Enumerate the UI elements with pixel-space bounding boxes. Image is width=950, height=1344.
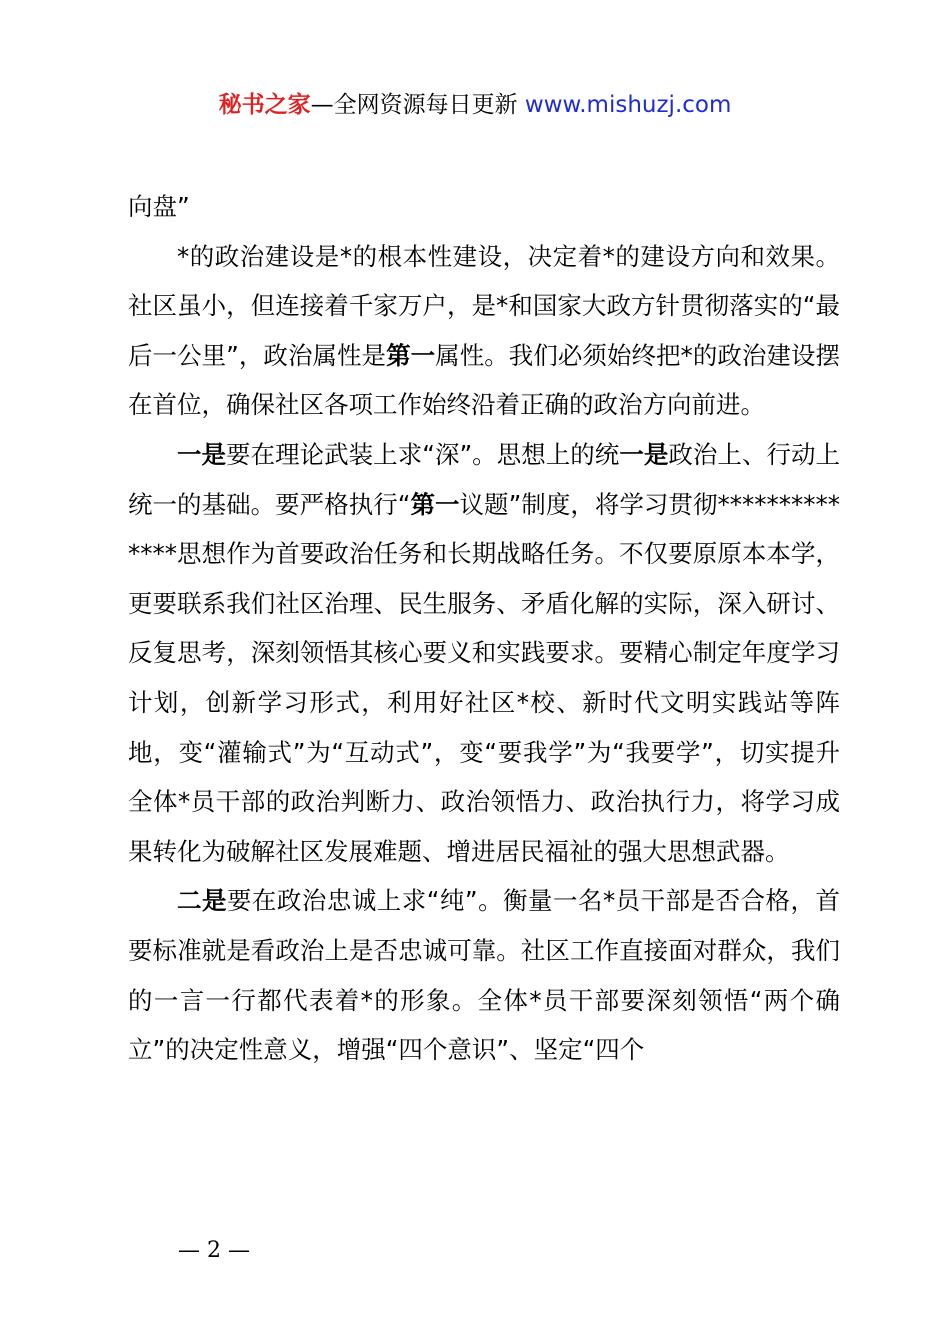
document-body — [128, 182, 840, 1075]
paragraph-text: 属性。我们必须始终把*的政治建设摆在首位，确保社区各项工作始终沿着正确的政治方向前进。 — [128, 340, 840, 420]
bold-phrase: 二是 — [177, 886, 227, 916]
site-header — [0, 90, 950, 120]
bold-phrase: 一是 — [177, 439, 227, 469]
body-paragraph — [128, 876, 840, 1074]
page-number: — 2 — — [178, 1238, 250, 1263]
brand-name: 秘书之家 — [218, 92, 311, 118]
paragraph-text: 议题”制度，将学习贯彻**************思想作为首要政治任务和长期战略任务。不仅要原原本本学，更要联系我们社区治理、民生服务、矛盾化解的实际，深入研讨、反复思考，深刻领悟其核心要义和实践要求。要精心制定年度学习计划，创新学习形式，利用好社区*校、新时代文明实践站等阵地，变“灌输式”为“互动式”，变“要我学”为“我要学”，切实提升全体*员干部的政治判断力、政治领悟力、政治执行力，将学习成果转化为破解社区发展难题、增进居民福祉的强大思想武器。 — [128, 489, 840, 866]
paragraph-text: 政治上、行动上统一的基础。要严格执行“ — [128, 439, 841, 519]
bold-phrase: 一是 — [619, 439, 669, 469]
bold-phrase: 第一 — [386, 340, 436, 370]
body-paragraph — [128, 232, 840, 430]
body-paragraph — [128, 430, 840, 876]
site-url-link[interactable]: www.mishuzj.com — [524, 92, 732, 118]
header-tagline: —全网资源每日更新 — [310, 92, 525, 118]
body-paragraph — [128, 182, 840, 232]
paragraph-text: 向盘” — [128, 192, 190, 221]
paragraph-text: 要在理论武装上求“深”。思想上的统 — [226, 439, 620, 469]
paragraph-text: *的政治建设是*的根本性建设，决定着*的建设方向和效果。社区虽小，但连接着千家万户，是*和国家大政方针贯彻落实的“最后一公里”，政治属性是 — [128, 241, 840, 370]
paragraph-text: 要在政治忠诚上求“纯”。衡量一名*员干部是否合格，首要标准就是看政治上是否忠诚可靠。社区工作直接面对群众，我们的一言一行都代表着*的形象。全体*员干部要深刻领悟“两个确立”的决定性意义，增强“四个意识”、坚定“四个 — [128, 886, 840, 1065]
bold-phrase: 第一 — [410, 489, 460, 519]
